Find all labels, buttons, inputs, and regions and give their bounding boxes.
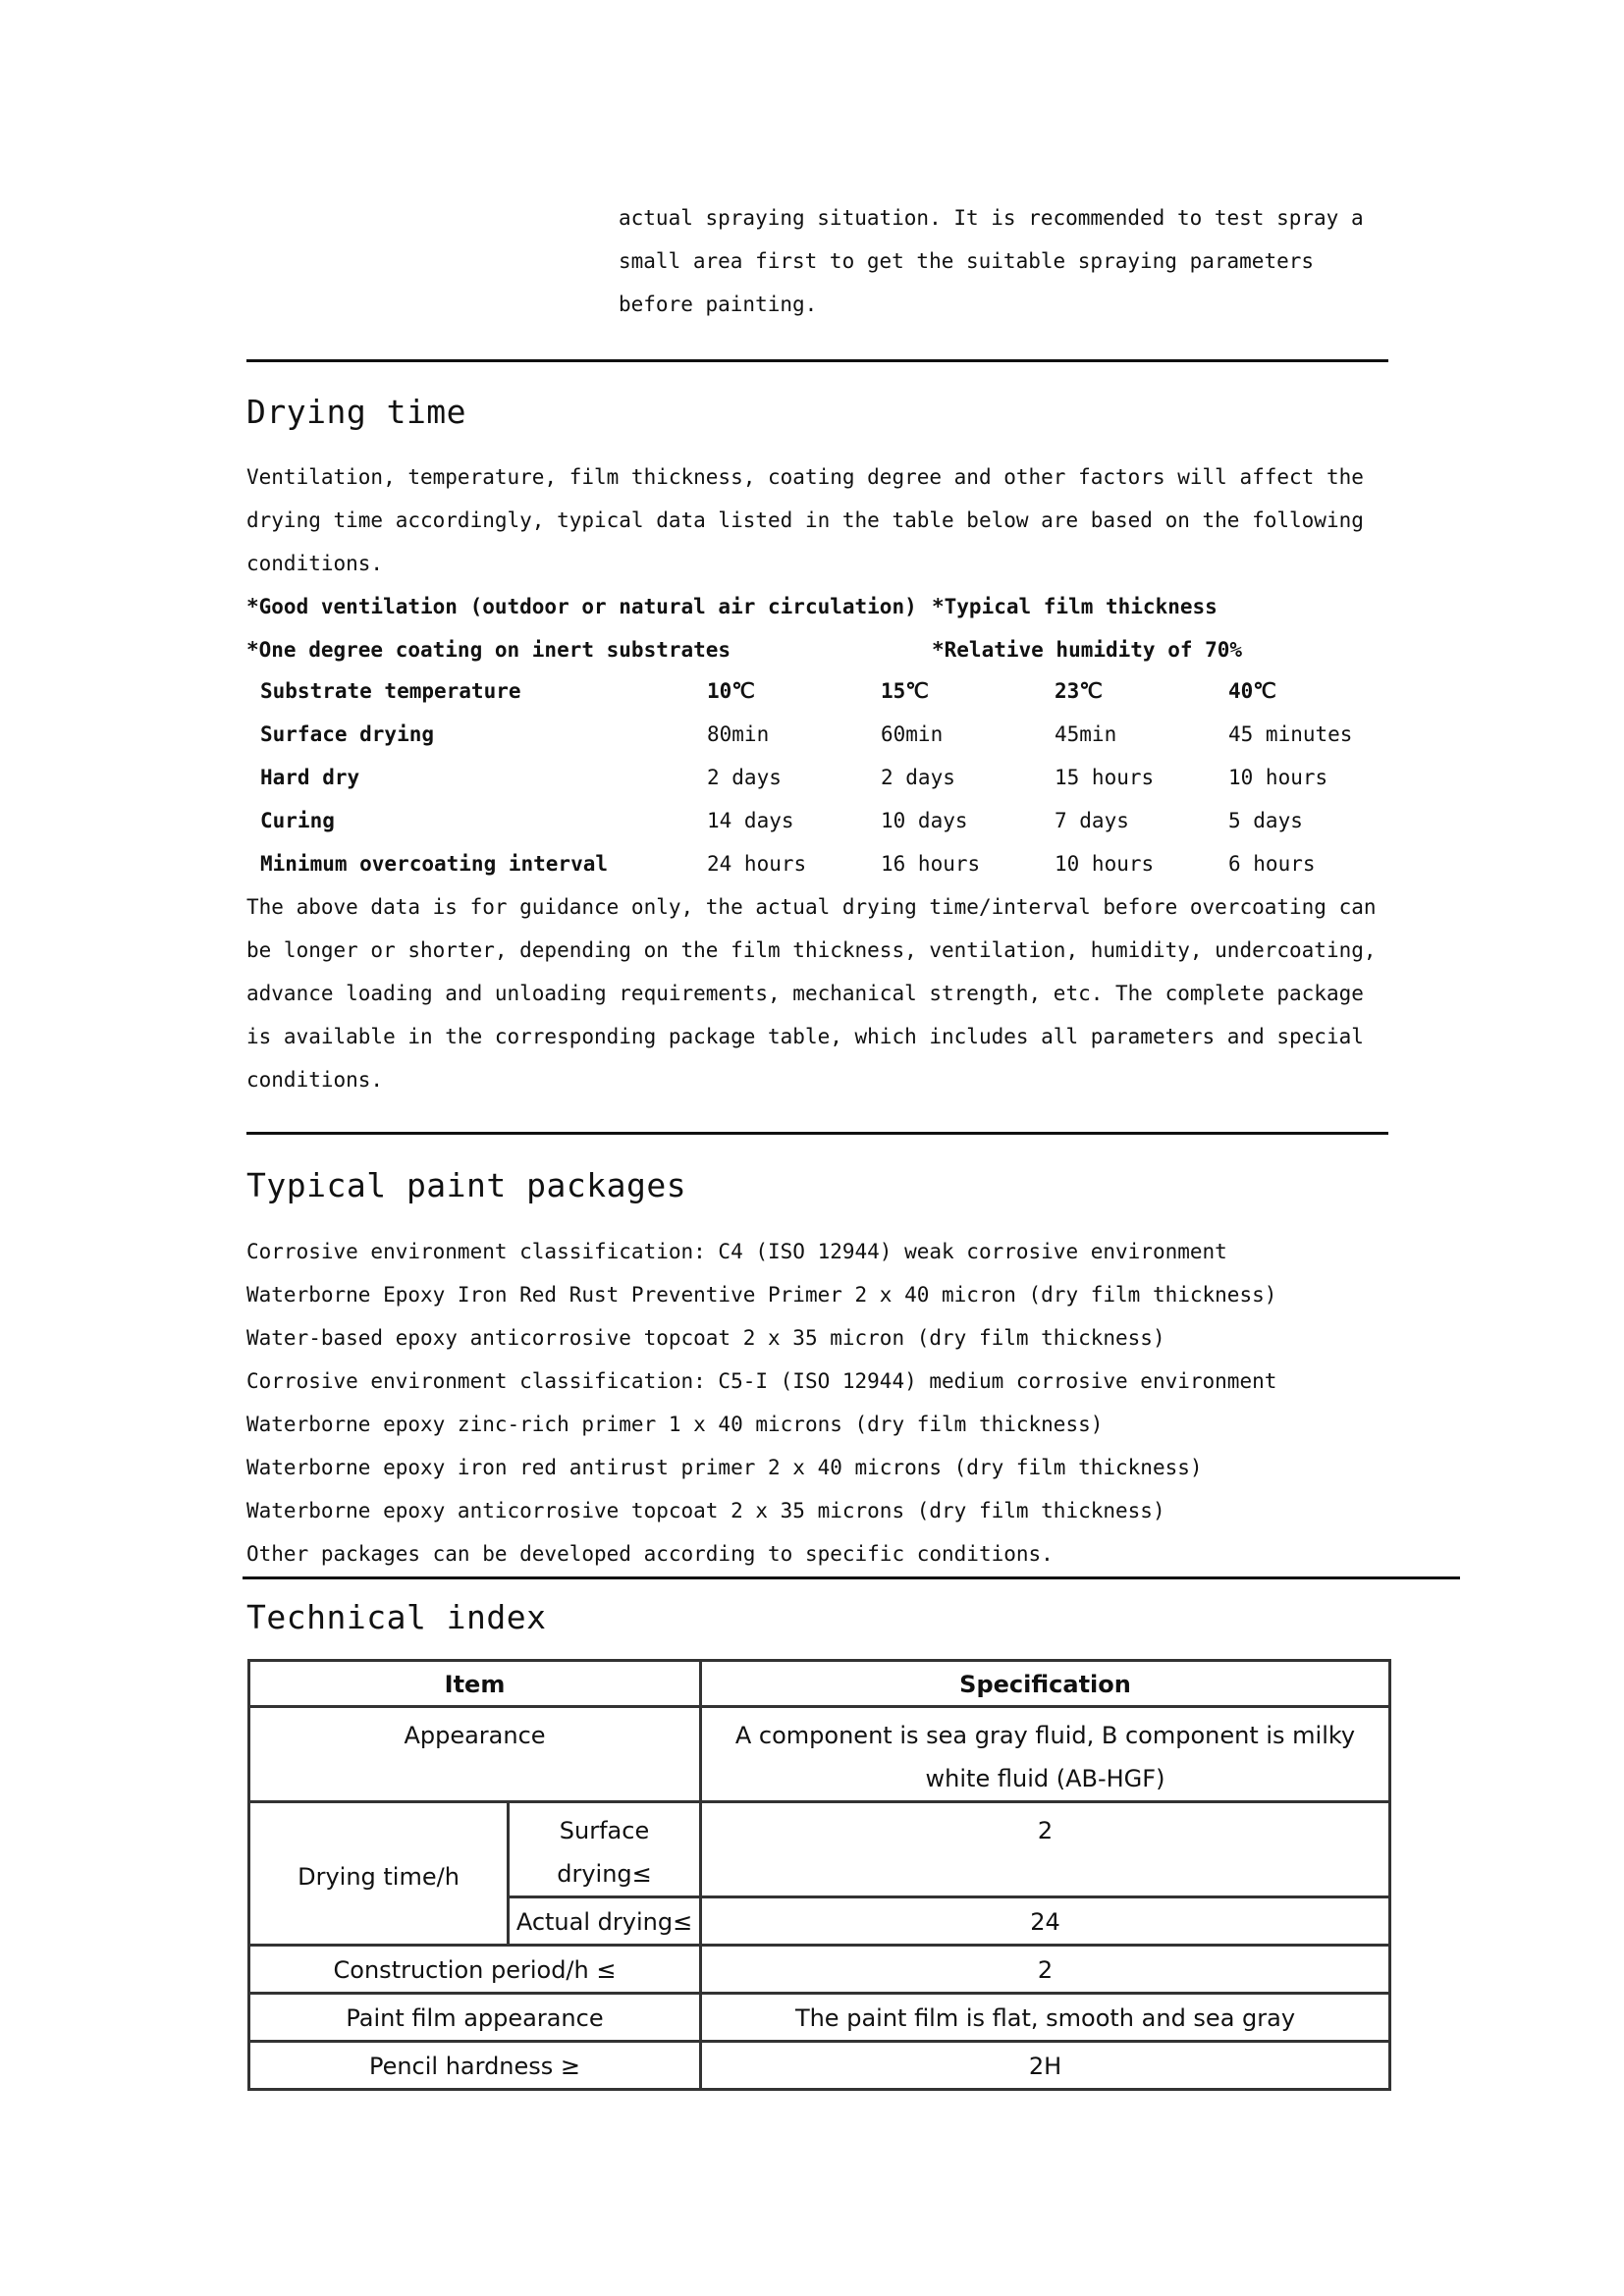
drying-note-line: is available in the corresponding package table, which includes all parameters and special	[246, 1025, 1364, 1048]
drying-table-cell: 10 hours	[1228, 766, 1328, 789]
package-line: Waterborne epoxy anticorrosive topcoat 2 x 35 microns (dry film thickness)	[246, 1499, 1165, 1522]
construction-period-item: Construction period/h ≤	[249, 1946, 701, 1994]
drying-table-label: Minimum overcoating interval	[260, 852, 609, 876]
drying-intro	[246, 455, 1395, 585]
condition-ventilation: *Good ventilation (outdoor or natural air circulation)	[246, 595, 917, 618]
package-line: Waterborne epoxy iron red antirust primer 2 x 40 microns (dry film thickness)	[246, 1456, 1203, 1479]
surface-drying-line: drying≤	[557, 1860, 652, 1888]
drying-intro-line: Ventilation, temperature, film thickness, coating degree and other factors will affect the	[246, 465, 1364, 489]
condition-film-thickness: *Typical film thickness	[932, 595, 1218, 618]
continuation-line: actual spraying situation. It is recommended to test spray a	[619, 206, 1364, 230]
actual-drying-value: 24	[701, 1897, 1390, 1946]
package-line: Water-based epoxy anticorrosive topcoat 2 x 35 micron (dry film thickness)	[246, 1326, 1165, 1350]
drying-table-cell: 2 days	[707, 766, 782, 789]
drying-table-cell: 7 days	[1055, 809, 1129, 832]
package-line: Corrosive environment classification: C5-I (ISO 12944) medium corrosive environment	[246, 1369, 1277, 1393]
drying-table-cell: 24 hours	[707, 852, 807, 876]
drying-table-header-cell: 15℃	[881, 679, 929, 703]
construction-period-value: 2	[701, 1946, 1390, 1994]
section-divider	[246, 1132, 1388, 1135]
appearance-item: Appearance	[249, 1707, 701, 1802]
pencil-hardness-value: 2H	[701, 2042, 1390, 2090]
appearance-spec-line: A component is sea gray fluid, B component is milky	[734, 1722, 1356, 1749]
table-row	[249, 1802, 1390, 1897]
paint-film-appearance-value: The paint film is flat, smooth and sea gray	[701, 1994, 1390, 2042]
actual-drying-item: Actual drying≤	[509, 1897, 701, 1946]
drying-intro-line: drying time accordingly, typical data listed in the table below are based on the following	[246, 508, 1364, 532]
appearance-spec-line: white fluid (AB-HGF)	[925, 1765, 1165, 1792]
appearance-spec	[701, 1707, 1390, 1802]
table-row	[249, 2042, 1390, 2090]
surface-drying-line: Surface	[559, 1817, 650, 1844]
drying-table-header-cell: 10℃	[707, 679, 755, 703]
drying-note-line: The above data is for guidance only, the actual drying time/interval before overcoating can	[246, 895, 1377, 919]
table-header-specification: Specification	[701, 1661, 1390, 1707]
drying-table-header-cell: Substrate temperature	[260, 679, 521, 703]
continuation-paragraph	[619, 196, 1394, 326]
drying-table-label: Curing	[260, 809, 335, 832]
drying-table-cell: 15 hours	[1055, 766, 1155, 789]
package-line: Waterborne epoxy zinc-rich primer 1 x 40 microns (dry film thickness)	[246, 1413, 1104, 1436]
section-divider	[243, 1576, 1460, 1579]
drying-note-line: conditions.	[246, 1068, 384, 1092]
drying-table-cell: 2 days	[881, 766, 955, 789]
technical-index-table	[247, 1659, 1391, 2091]
surface-drying-item	[509, 1802, 701, 1897]
drying-table-header-cell: 40℃	[1228, 679, 1276, 703]
drying-table-cell: 10 days	[881, 809, 968, 832]
drying-note-line: advance loading and unloading requirements, mechanical strength, etc. The complete package	[246, 982, 1364, 1005]
drying-table-header-cell: 23℃	[1055, 679, 1103, 703]
paint-film-appearance-item: Paint film appearance	[249, 1994, 701, 2042]
surface-drying-value: 2	[701, 1802, 1390, 1897]
drying-table-cell: 45 minutes	[1228, 722, 1353, 746]
drying-table-cell: 6 hours	[1228, 852, 1316, 876]
drying-table-cell: 45min	[1055, 722, 1117, 746]
continuation-line: before painting.	[619, 293, 818, 316]
paint-packages-heading: Typical paint packages	[246, 1166, 687, 1204]
table-row	[249, 1707, 1390, 1802]
package-line: Corrosive environment classification: C4 (ISO 12944) weak corrosive environment	[246, 1240, 1227, 1263]
drying-table-cell: 14 days	[707, 809, 794, 832]
drying-note	[246, 885, 1395, 1101]
drying-note-line: be longer or shorter, depending on the film thickness, ventilation, humidity, undercoating,	[246, 938, 1377, 962]
drying-table-cell: 80min	[707, 722, 770, 746]
drying-table-cell: 16 hours	[881, 852, 981, 876]
drying-time-item: Drying time/h	[249, 1802, 509, 1946]
condition-humidity: *Relative humidity of 70%	[932, 638, 1243, 662]
drying-table-cell: 10 hours	[1055, 852, 1155, 876]
condition-substrate: *One degree coating on inert substrates	[246, 638, 731, 662]
package-line: Waterborne Epoxy Iron Red Rust Preventive Primer 2 x 40 micron (dry film thickness)	[246, 1283, 1277, 1307]
table-header-row	[249, 1661, 1390, 1707]
table-row	[249, 1946, 1390, 1994]
paint-packages-list	[246, 1230, 1276, 1575]
drying-table-label: Surface drying	[260, 722, 435, 746]
drying-table-cell: 5 days	[1228, 809, 1303, 832]
table-row	[249, 1994, 1390, 2042]
drying-time-heading: Drying time	[246, 393, 467, 431]
drying-intro-line: conditions.	[246, 552, 384, 575]
continuation-line: small area first to get the suitable spraying parameters	[619, 249, 1315, 273]
pencil-hardness-item: Pencil hardness ≥	[249, 2042, 701, 2090]
drying-table-label: Hard dry	[260, 766, 360, 789]
drying-table-cell: 60min	[881, 722, 944, 746]
section-divider	[246, 359, 1388, 362]
table-header-item: Item	[249, 1661, 701, 1707]
technical-index-heading: Technical index	[246, 1598, 547, 1636]
package-line: Other packages can be developed according to specific conditions.	[246, 1542, 1054, 1566]
